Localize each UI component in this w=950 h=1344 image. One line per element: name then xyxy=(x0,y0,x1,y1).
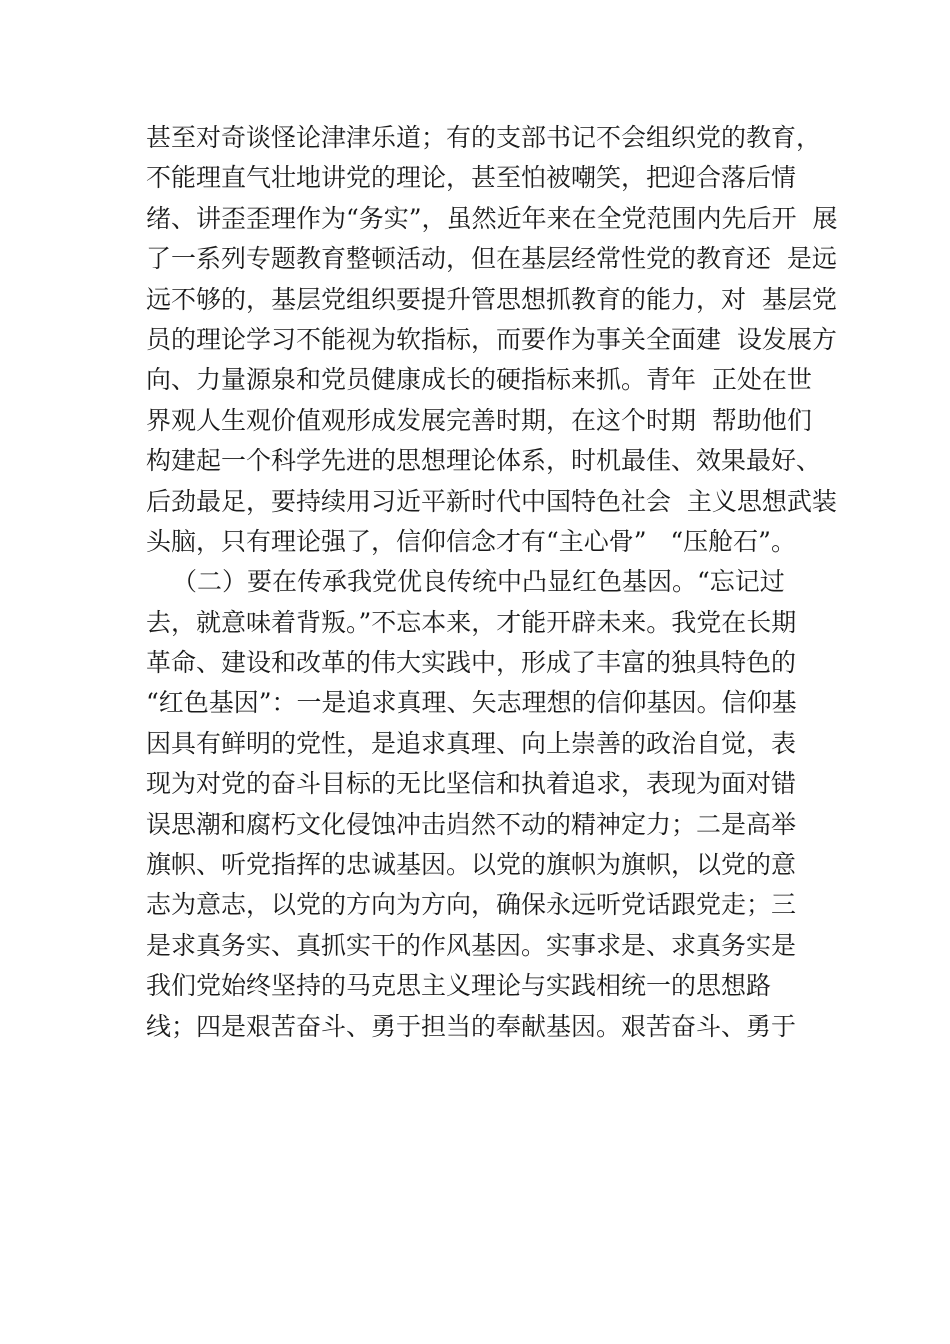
text-line: 头脑，只有理论强了，信仰信念才有“主心骨” “压舱石”。 xyxy=(146,526,796,556)
text-line: 后劲最足，要持续用习近平新时代中国特色社会 主义思想武装 xyxy=(146,486,837,516)
text-line: 现为对党的奋斗目标的无比坚信和执着追求，表现为面对错 xyxy=(146,769,797,799)
text-line: 远不够的，基层党组织要提升管思想抓教育的能力，对 基层党 xyxy=(146,284,837,314)
text-line: 绪、讲歪歪理作为“务实”，虽然近年来在全党范围内先后开 展 xyxy=(146,203,838,233)
text-line: 志为意志，以党的方向为方向，确保永远听党话跟党走；三 xyxy=(146,890,797,920)
text-line: 旗帜、听党指挥的忠诚基因。以党的旗帜为旗帜，以党的意 xyxy=(146,850,797,880)
text-line: 我们党始终坚持的马克思主义理论与实践相统一的思想路 xyxy=(146,971,772,1001)
text-line: “红色基因”：一是追求真理、矢志理想的信仰基因。信仰基 xyxy=(146,688,797,718)
text-line: 去，就意味着背叛。”不忘本来，才能开辟未来。我党在长期 xyxy=(146,607,797,637)
text-line: 革命、建设和改革的伟大实践中，形成了丰富的独具特色的 xyxy=(146,648,797,678)
text-line: 甚至对奇谈怪论津津乐道；有的支部书记不会组织党的教育， xyxy=(146,123,822,152)
text-line: 界观人生观价值观形成发展完善时期，在这个时期 帮助他们 xyxy=(146,405,812,435)
text-line: 向、力量源泉和党员健康成长的硬指标来抓。青年 正处在世 xyxy=(146,365,812,395)
body-text xyxy=(146,118,846,1047)
text-line: 误思潮和腐朽文化侵蚀冲击岿然不动的精神定力；二是高举 xyxy=(146,809,797,839)
text-line: 了一系列专题教育整顿活动，但在基层经常性党的教育还 是远 xyxy=(146,244,837,274)
text-line: 线；四是艰苦奋斗、勇于担当的奉献基因。艰苦奋斗、勇于 xyxy=(146,1011,797,1041)
text-line: 员的理论学习不能视为软指标，而要作为事关全面建 设发展方 xyxy=(146,324,837,354)
section-heading-line: （二）要在传承我党优良传统中凸显红色基因。“忘记过 xyxy=(172,567,785,597)
text-line: 不能理直气壮地讲党的理论，甚至怕被嘲笑，把迎合落后情 xyxy=(146,163,797,193)
text-line: 因具有鲜明的党性，是追求真理、向上崇善的政治自觉，表 xyxy=(146,728,797,758)
text-line: 是求真务实、真抓实干的作风基因。实事求是、求真务实是 xyxy=(146,930,797,960)
text-line: 构建起一个科学先进的思想理论体系，时机最佳、效果最好、 xyxy=(146,446,822,476)
